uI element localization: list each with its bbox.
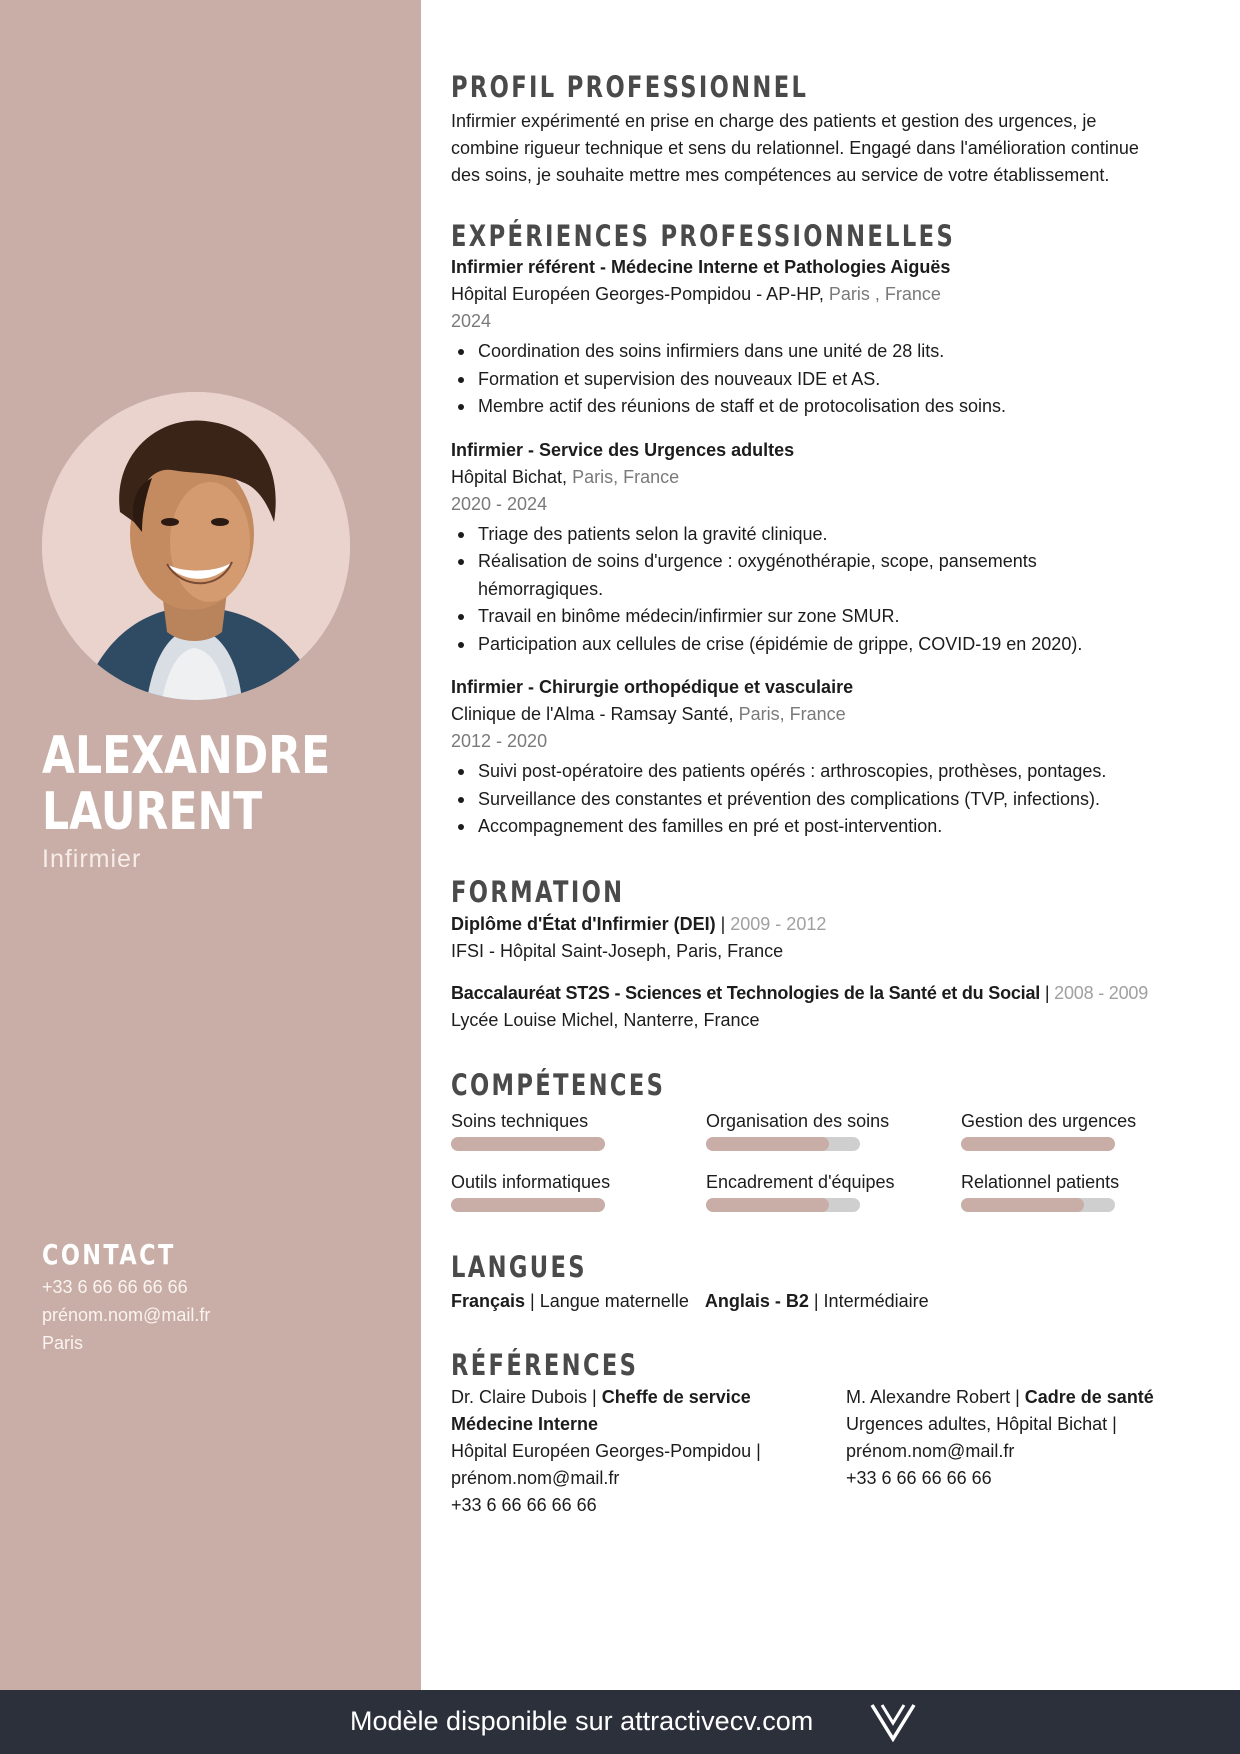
skill-label: Organisation des soins [706,1110,890,1131]
skill-bar-fill [961,1137,1115,1151]
job-bullets [451,338,1211,421]
footer-banner [0,1690,1240,1754]
main-content [451,70,1211,1519]
contact-phone: +33 6 66 66 66 66 [42,1277,188,1297]
job-bullet: Participation aux cellules de crise (épidémie de grippe, COVID-19 en 2020). [451,631,1211,659]
reference-header [846,1384,1211,1411]
reference-phone: +33 6 66 66 66 66 [846,1467,992,1488]
job-employer-line [451,701,1211,728]
job-bullet: Coordination des soins infirmiers dans une unité de 28 lits. [451,338,1211,366]
sidebar [0,0,421,1690]
references-grid [451,1384,1211,1519]
reference-role: Cheffe de service Médecine Interne [451,1386,751,1434]
job-employer: Hôpital Bichat, [451,466,568,487]
reference-1 [451,1384,846,1519]
skill-item [451,1108,706,1151]
job-bullet: Surveillance des constantes et prévention des complications (TVP, infections). [451,786,1211,814]
job-entry [451,254,1211,421]
language-1-level: | Langue maternelle [525,1290,689,1311]
reference-name: Dr. Claire Dubois | [451,1386,602,1407]
job-employer-line [451,464,1211,491]
skill-label: Outils informatiques [451,1171,611,1192]
job-bullet: Formation et supervision des nouveaux IDE et AS. [451,366,1211,394]
reference-2 [846,1384,1211,1519]
job-dates: 2020 - 2024 [451,493,548,514]
skill-item [961,1169,1211,1212]
education-entry [451,980,1211,1034]
job-bullet: Suivi post-opératoire des patients opérés : arthroscopies, prothèses, pontages. [451,758,1211,786]
job-bullet: Accompagnement des familles en pré et post-intervention. [451,813,1211,841]
reference-line: Urgences adultes, Hôpital Bichat | [846,1413,1117,1434]
contact-city: Paris [42,1333,84,1353]
profile-photo [42,392,350,700]
contact-heading: CONTACT [42,1238,176,1271]
job-title: Infirmier [42,845,142,873]
education-degree: Diplôme d'État d'Infirmier (DEI) [451,913,716,934]
education-entry [451,911,1211,965]
job-location: Paris, France [733,704,846,724]
languages-heading: LANGUES [451,1249,587,1284]
skill-bar [451,1137,605,1151]
profile-line: des soins, je souhaite mettre mes compétences au service de votre établissement. [451,165,1110,185]
language-2: Anglais - B2 [704,1290,809,1311]
profile-line: combine rigueur technique et sens du relationnel. Engagé dans l'amélioration continue [451,138,1139,158]
job-entry [451,674,1211,841]
job-dates: 2024 [451,311,492,331]
education-degree: Baccalauréat ST2S - Sciences et Technologies de la Santé et du Social [451,982,1041,1003]
language-1: Français [451,1290,526,1311]
skill-label: Soins techniques [451,1110,589,1131]
job-bullets [451,758,1211,841]
reference-header [451,1384,791,1438]
skill-label: Gestion des urgences [961,1110,1137,1131]
education-dates: 2008 - 2009 [1054,982,1149,1003]
job-bullet: Réalisation de soins d'urgence : oxygénothérapie, scope, pansements hémorragiques. [451,548,1211,603]
job-location: Paris, France [567,466,680,487]
skills-heading: COMPÉTENCES [451,1067,666,1102]
reference-phone: +33 6 66 66 66 66 [451,1494,597,1515]
skill-label: Encadrement d'équipes [706,1171,895,1192]
job-role: Infirmier - Chirurgie orthopédique et vasculaire [451,677,854,697]
skill-bar-fill [451,1137,605,1151]
contact-email: prénom.nom@mail.fr [42,1305,211,1325]
profile-summary [451,108,1211,189]
name-first: ALEXANDRE [42,726,331,786]
languages-line [451,1288,1211,1315]
education-degree-line [451,980,1211,1007]
job-role: Infirmier référent - Médecine Interne et Pathologies Aiguës [451,257,951,277]
reference-email: prénom.nom@mail.fr [451,1467,620,1488]
job-role: Infirmier - Service des Urgences adultes [451,439,795,460]
skill-bar-fill [961,1198,1084,1212]
skill-item [961,1108,1211,1151]
skill-item [706,1108,961,1151]
skill-label: Relationnel patients [961,1171,1120,1192]
education-heading: FORMATION [451,874,625,909]
job-bullet: Membre actif des réunions de staff et de protocolisation des soins. [451,393,1211,421]
job-bullet: Triage des patients selon la gravité clinique. [451,521,1211,549]
skill-item [706,1169,961,1212]
education-degree-line [451,911,1211,938]
profile-line: Infirmier expérimenté en prise en charge des patients et gestion des urgences, je [451,111,1097,131]
profile-heading: PROFIL PROFESSIONNEL [451,70,809,104]
job-employer-line [451,281,1211,308]
skill-bar [451,1198,605,1212]
job-dates: 2012 - 2020 [451,731,548,751]
candidate-name [42,728,330,840]
education-dates: 2009 - 2012 [730,913,827,934]
reference-email: prénom.nom@mail.fr [846,1440,1015,1461]
language-2-level: | Intermédiaire [808,1290,929,1311]
experience-heading: EXPÉRIENCES PROFESSIONNELLES [451,219,956,253]
education-school: Lycée Louise Michel, Nanterre, France [451,1009,760,1030]
job-location: Paris , France [823,284,941,304]
education-school: IFSI - Hôpital Saint-Joseph, Paris, France [451,940,784,961]
skill-bar-fill [706,1198,829,1212]
education-sep: | [715,913,731,934]
job-bullet: Travail en binôme médecin/infirmier sur zone SMUR. [451,603,1211,631]
skill-bar [961,1137,1115,1151]
reference-name: M. Alexandre Robert | [846,1386,1025,1407]
name-last: LAURENT [42,782,263,842]
skill-bar-fill [451,1198,605,1212]
skill-item [451,1169,706,1212]
job-employer: Hôpital Européen Georges-Pompidou - AP-HP, [451,284,824,304]
reference-role: Cadre de santé [1024,1386,1154,1407]
skill-bar-fill [706,1137,829,1151]
references-heading: RÉFÉRENCES [451,1347,639,1382]
skill-bar [706,1198,860,1212]
education-sep: | [1040,982,1055,1003]
skill-bar [961,1198,1115,1212]
skills-grid [451,1108,1211,1212]
skill-bar [706,1137,860,1151]
attractivecv-logo-icon [870,1702,916,1747]
footer-link[interactable]: Modèle disponible sur attractivecv.com [350,1706,814,1736]
job-employer: Clinique de l'Alma - Ramsay Santé, [451,704,734,724]
reference-line: Hôpital Européen Georges-Pompidou | [451,1440,761,1461]
job-entry [451,437,1211,659]
job-bullets [451,521,1211,659]
